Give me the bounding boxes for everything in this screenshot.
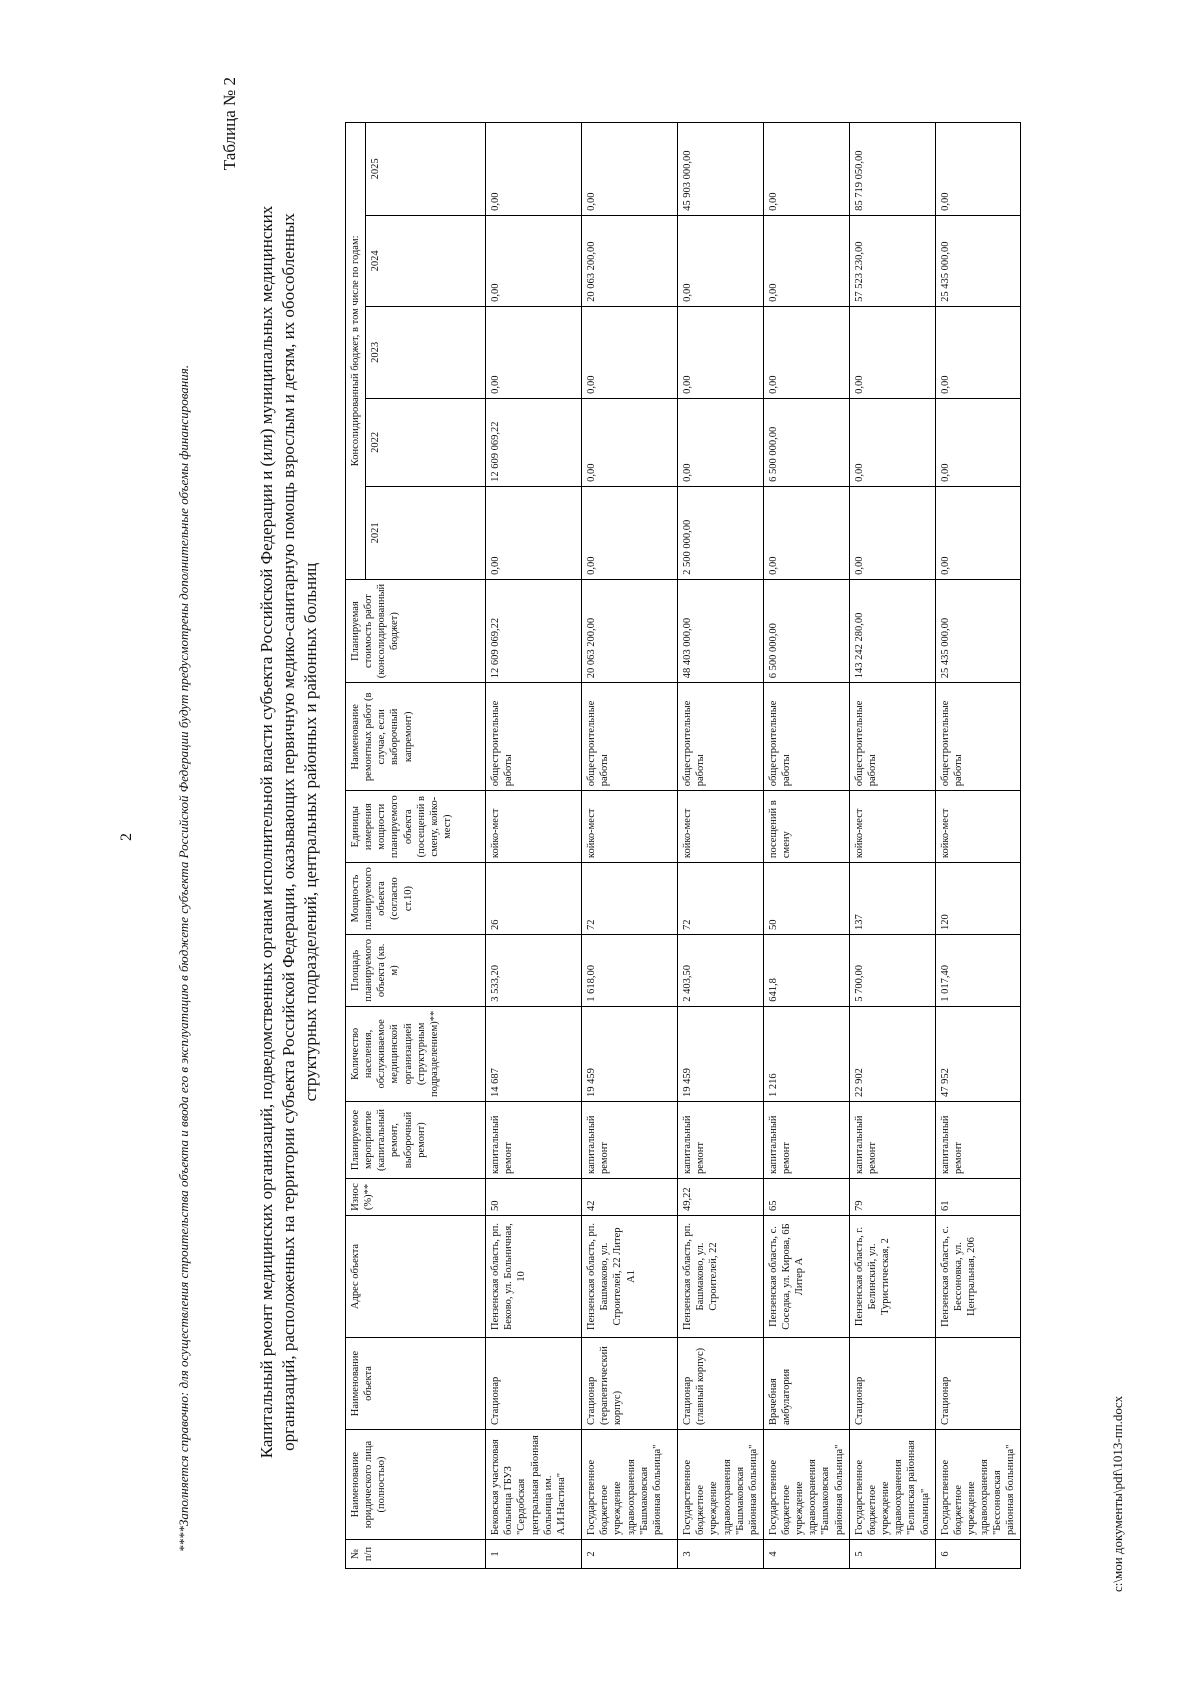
- header-year-2025: 2025: [366, 122, 486, 215]
- cell-year-2023: 0,00: [486, 306, 582, 398]
- header-num: № п/п: [346, 1540, 486, 1569]
- cell-year-2021: 0,00: [582, 486, 678, 579]
- cell-year-2022: 0,00: [582, 398, 678, 486]
- cell-population: 14 687: [486, 1006, 582, 1101]
- cell-cost: 25 435 000,00: [935, 579, 1021, 682]
- page-number: 2: [118, 833, 135, 841]
- table-row: [486, 122, 582, 1568]
- cell-year-2023: 0,00: [678, 306, 764, 398]
- cell-legal-name: Государственное бюджетное учреждение здравоохранения "Башмаковская районная больница": [678, 1430, 764, 1540]
- header-address: Адрес объекта: [346, 1216, 486, 1338]
- cell-units: посещений в смену: [763, 791, 849, 863]
- cell-year-2022: 0,00: [935, 398, 1021, 486]
- header-event: Планируемое мероприятие (капитальный ремонт, выборочный ремонт): [346, 1102, 486, 1179]
- cell-legal-name: Государственное бюджетное учреждение здравоохранения "Белинская районная больница": [849, 1430, 935, 1540]
- cell-legal-name: Государственное бюджетное учреждение здравоохранения "Бессоновская районная больница": [935, 1430, 1021, 1540]
- cell-object-name: Стационар (главный корпус): [678, 1338, 764, 1430]
- cell-year-2024: 20 063 200,00: [582, 215, 678, 306]
- cell-address: Пензенская область, рп. Башмаково, ул. Строителей, 22: [678, 1216, 764, 1338]
- cell-cost: 20 063 200,00: [582, 579, 678, 682]
- cell-event: капитальный ремонт: [678, 1102, 764, 1179]
- file-path: c:\мои документы\pdf\1013-пп.docx: [1110, 1395, 1125, 1592]
- cell-object-name: Стационар (терапевтический корпус): [582, 1338, 678, 1430]
- cell-address: Пензенская область, рп. Башмаково, ул. Строителей, 22 Литер А1: [582, 1216, 678, 1338]
- cell-wear: 42: [582, 1179, 678, 1216]
- table-number: Таблица № 2: [220, 77, 239, 171]
- cell-object-name: Стационар: [849, 1338, 935, 1430]
- table-row: [935, 122, 1021, 1568]
- cell-population: 1 216: [763, 1006, 849, 1101]
- cell-area: 641,8: [763, 934, 849, 1006]
- cell-year-2023: 0,00: [582, 306, 678, 398]
- cell-year-2021: 2 500 000,00: [678, 486, 764, 579]
- cell-units: койко-мест: [678, 791, 764, 863]
- cell-num: 4: [763, 1540, 849, 1569]
- header-year-2023: 2023: [366, 306, 486, 398]
- cell-cost: 143 242 280,00: [849, 579, 935, 682]
- cell-works: общестроительные работы: [486, 683, 582, 791]
- cell-year-2021: 0,00: [849, 486, 935, 579]
- footnote: ****Заполняется справочно: для осуществления строительства объекта и ввода его в эксплуатацию в бюджете субъекта Российской Федерации будут предусмотрены дополнительные объемы финансирования.: [176, 365, 191, 1552]
- header-units: Единицы измерения мощности планируемого объекта (посещений в смену, койко-мест): [346, 791, 486, 863]
- header-capacity: Мощность планируемого объекта (согласно ст.10): [346, 863, 486, 935]
- cell-legal-name: Государственное бюджетное учреждение здравоохранения "Башмаковская районная больница": [763, 1430, 849, 1540]
- cell-year-2025: 0,00: [763, 122, 849, 215]
- cell-capacity: 50: [763, 863, 849, 935]
- cell-object-name: Стационар: [935, 1338, 1021, 1430]
- cell-year-2024: 0,00: [763, 215, 849, 306]
- cell-year-2021: 0,00: [486, 486, 582, 579]
- cell-units: койко-мест: [582, 791, 678, 863]
- cell-legal-name: Бековская участковая больница ГБУЗ "Сердобская центральная районная больница им. А.И.Настина": [486, 1430, 582, 1540]
- cell-population: 22 902: [849, 1006, 935, 1101]
- cell-works: общестроительные работы: [935, 683, 1021, 791]
- table-title: Капитальный ремонт медицинских организаций, подведомственных органам исполнительной власти субъекта Российской Федерации и (или) муниципальных медицинских организаций, расположенных на территории субъекта Российской Федерации, оказывающих первичную медико-санитарную помощь взрослым и детям, их обособленных структурных подразделений, центральных районных и районных больниц: [257, 205, 320, 1459]
- cell-area: 1 017,40: [935, 934, 1021, 1006]
- cell-num: 1: [486, 1540, 582, 1569]
- cell-wear: 49,22: [678, 1179, 764, 1216]
- cell-area: 2 403,50: [678, 934, 764, 1006]
- cell-object-name: Стационар: [486, 1338, 582, 1430]
- cell-works: общестроительные работы: [763, 683, 849, 791]
- cell-legal-name: Государственное бюджетное учреждение здравоохранения "Башмаковская районная больница": [582, 1430, 678, 1540]
- cell-population: 47 952: [935, 1006, 1021, 1101]
- cell-population: 19 459: [582, 1006, 678, 1101]
- cell-capacity: 72: [582, 863, 678, 935]
- cell-capacity: 72: [678, 863, 764, 935]
- cell-area: 1 618,00: [582, 934, 678, 1006]
- cell-object-name: Врачебная амбулатория: [763, 1338, 849, 1430]
- table-row: [763, 122, 849, 1568]
- cell-year-2025: 85 719 050,00: [849, 122, 935, 215]
- table-row: [582, 122, 678, 1568]
- cell-num: 3: [678, 1540, 764, 1569]
- cell-year-2022: 12 609 069,22: [486, 398, 582, 486]
- cell-year-2022: 0,00: [678, 398, 764, 486]
- table-row: [678, 122, 764, 1568]
- cell-address: Пензенская область, г. Белинский, ул. Туристическая, 2: [849, 1216, 935, 1338]
- header-works: Наименование ремонтных работ (в случае, если выборочный капремонт): [346, 683, 486, 791]
- cell-year-2025: 0,00: [486, 122, 582, 215]
- cell-year-2023: 0,00: [935, 306, 1021, 398]
- table-row: [849, 122, 935, 1568]
- cell-num: 5: [849, 1540, 935, 1569]
- cell-wear: 61: [935, 1179, 1021, 1216]
- cell-units: койко-мест: [849, 791, 935, 863]
- cell-event: капитальный ремонт: [849, 1102, 935, 1179]
- header-year-2022: 2022: [366, 398, 486, 486]
- cell-units: койко-мест: [935, 791, 1021, 863]
- cell-year-2021: 0,00: [763, 486, 849, 579]
- cell-address: Пензенская область, с. Соседка, ул. Кирова, 6Б Литер А: [763, 1216, 849, 1338]
- cell-year-2023: 0,00: [849, 306, 935, 398]
- cell-event: капитальный ремонт: [582, 1102, 678, 1179]
- cell-cost: 48 403 000,00: [678, 579, 764, 682]
- cell-wear: 65: [763, 1179, 849, 1216]
- cell-area: 5 700,00: [849, 934, 935, 1006]
- cell-capacity: 120: [935, 863, 1021, 935]
- cell-year-2025: 0,00: [935, 122, 1021, 215]
- cell-year-2021: 0,00: [935, 486, 1021, 579]
- cell-num: 6: [935, 1540, 1021, 1569]
- cell-year-2024: 25 435 000,00: [935, 215, 1021, 306]
- header-legal-name: Наименование юридического лица (полностью): [346, 1430, 486, 1540]
- cell-cost: 12 609 069,22: [486, 579, 582, 682]
- table-body: [486, 122, 1021, 1568]
- cell-year-2025: 45 903 000,00: [678, 122, 764, 215]
- header-budget: Консолидированный бюджет, в том числе по годам:: [346, 122, 366, 579]
- cell-year-2022: 0,00: [849, 398, 935, 486]
- cell-year-2024: 0,00: [678, 215, 764, 306]
- cell-year-2025: 0,00: [582, 122, 678, 215]
- cell-year-2023: 0,00: [763, 306, 849, 398]
- cell-works: общестроительные работы: [678, 683, 764, 791]
- repair-table: [345, 122, 1021, 1569]
- cell-address: Пензенская область, с. Бессоновка, ул. Центральная, 206: [935, 1216, 1021, 1338]
- cell-cost: 6 500 000,00: [763, 579, 849, 682]
- cell-works: общестроительные работы: [849, 683, 935, 791]
- header-year-2021: 2021: [366, 486, 486, 579]
- cell-num: 2: [582, 1540, 678, 1569]
- cell-year-2024: 0,00: [486, 215, 582, 306]
- cell-wear: 79: [849, 1179, 935, 1216]
- cell-wear: 50: [486, 1179, 582, 1216]
- cell-capacity: 137: [849, 863, 935, 935]
- cell-capacity: 26: [486, 863, 582, 935]
- cell-event: капитальный ремонт: [486, 1102, 582, 1179]
- cell-area: 3 533,20: [486, 934, 582, 1006]
- header-cost: Планируемая стоимость работ (консолидированный бюджет): [346, 579, 486, 682]
- cell-address: Пензенская область, рп. Беково, ул. Больничная, 10: [486, 1216, 582, 1338]
- header-area: Площадь планируемого объекта (кв. м): [346, 934, 486, 1006]
- header-wear: Износ (%)**: [346, 1179, 486, 1216]
- cell-population: 19 459: [678, 1006, 764, 1101]
- cell-event: капитальный ремонт: [763, 1102, 849, 1179]
- header-object-name: Наименование объекта: [346, 1338, 486, 1430]
- cell-units: койко-мест: [486, 791, 582, 863]
- header-year-2024: 2024: [366, 215, 486, 306]
- cell-year-2024: 57 523 230,00: [849, 215, 935, 306]
- cell-event: капитальный ремонт: [935, 1102, 1021, 1179]
- cell-year-2022: 6 500 000,00: [763, 398, 849, 486]
- cell-works: общестроительные работы: [582, 683, 678, 791]
- header-population: Количество населения, обслуживаемое медицинской организацией (структурным подразделением)**: [346, 1006, 486, 1101]
